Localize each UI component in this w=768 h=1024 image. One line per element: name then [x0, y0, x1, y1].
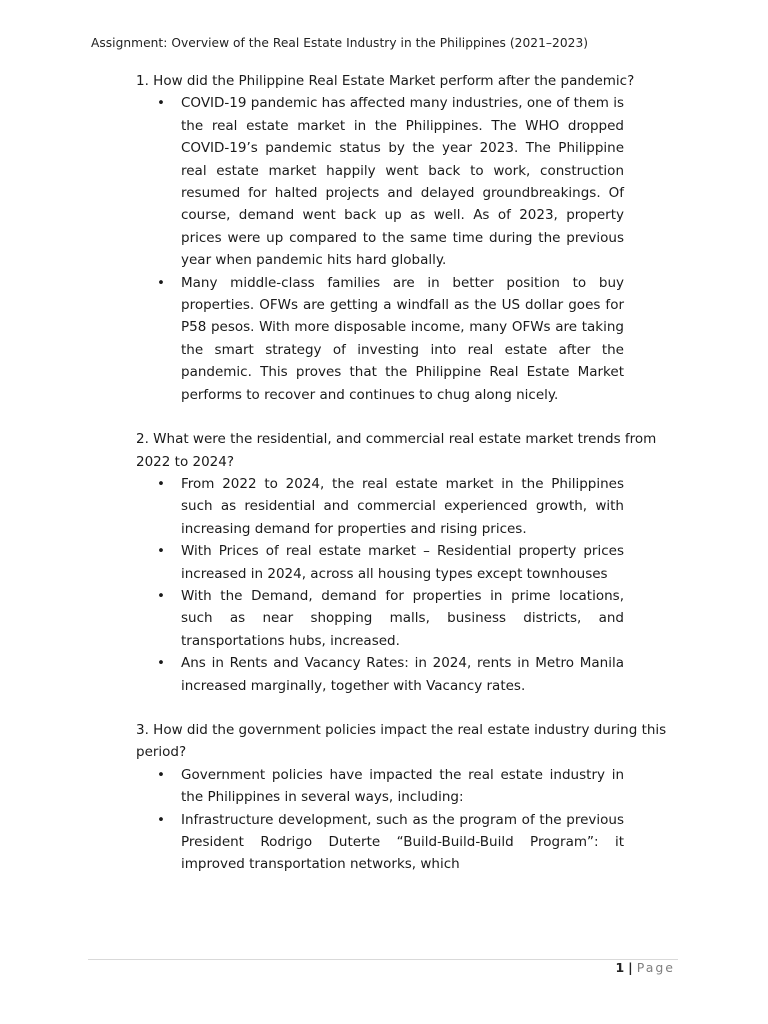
page-footer	[615, 960, 675, 975]
list-item: • Many middle-class families are in better position to buy properties. OFWs are getting a windfall as the US dollar goes for P58 pesos. With more disposable income, many OFWs are taking the smart strategy of investing into real estate after the pandemic. This proves that the Philippine Real Estate Market performs to recover and continues to chug along nicely.	[136, 272, 676, 406]
bullet-icon: •	[157, 95, 165, 112]
question-2: 2. What were the residential, and commercial real estate market trends from 2022 to 2024?	[136, 431, 657, 470]
document-header: Assignment: Overview of the Real Estate Industry in the Philippines (2021–2023)	[91, 36, 589, 50]
list-item: • From 2022 to 2024, the real estate market in the Philippines such as residential and commercial experienced growth, with increasing demand for properties and rising prices.	[136, 473, 676, 540]
question-3: 3. How did the government policies impact the real estate industry during this period?	[136, 721, 667, 761]
list-item: • Government policies have impacted the real estate industry in the Philippines in several ways, including:	[136, 764, 676, 809]
bullet-icon: •	[157, 811, 165, 828]
page-number: 1	[615, 960, 625, 975]
question-1: 1. How did the Philippine Real Estate Market perform after the pandemic?	[136, 73, 635, 89]
bullet-icon: •	[157, 475, 165, 492]
bullet-icon: •	[157, 587, 165, 604]
document-body	[136, 70, 676, 876]
footer-separator: |	[628, 960, 633, 975]
list-item: • With the Demand, demand for properties in prime locations, such as near shopping malls, business districts, and transportations hubs, increased.	[136, 585, 676, 652]
answer-list-3	[136, 764, 676, 876]
list-item: • Infrastructure development, such as the program of the previous President Rodrigo Duterte “Build-Build-Build Program”: it improved transportation networks, which	[136, 809, 676, 876]
answer-list-1	[136, 92, 676, 406]
answer-list-2	[136, 473, 676, 697]
list-item: • Ans in Rents and Vacancy Rates: in 2024, rents in Metro Manila increased marginally, together with Vacancy rates.	[136, 652, 676, 697]
page-label: Page	[636, 960, 675, 975]
bullet-icon: •	[157, 274, 165, 291]
footer-divider	[88, 959, 678, 960]
bullet-icon: •	[157, 655, 165, 672]
list-item: • With Prices of real estate market – Residential property prices increased in 2024, across all housing types except townhouses	[136, 540, 676, 585]
bullet-icon: •	[157, 766, 165, 783]
bullet-icon: •	[157, 543, 165, 560]
list-item: • COVID-19 pandemic has affected many industries, one of them is the real estate market in the Philippines. The WHO dropped COVID-19’s pandemic status by the year 2023. The Philippine real estate market happily went back to work, construction resumed for halted projects and delayed groundbreakings. Of course, demand went back up as well. As of 2023, property prices were up compared to the same time during the previous year when pandemic hits hard globally.	[136, 92, 676, 271]
